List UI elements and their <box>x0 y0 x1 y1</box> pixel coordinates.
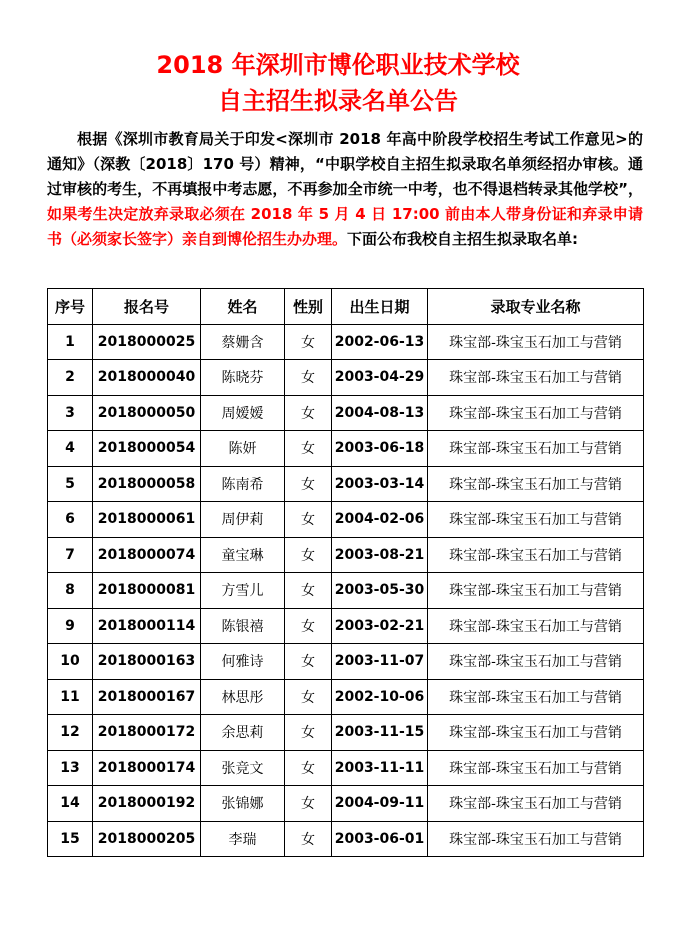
cell-name: 童宝琳 <box>201 537 285 573</box>
document-subtitle: 自主招生拟录名单公告 <box>218 87 458 115</box>
table-header-row <box>48 289 644 325</box>
cell-reg-no: 2018000114 <box>93 608 201 644</box>
cell-sex: 女 <box>285 324 332 360</box>
header-reg-no: 报名号 <box>93 289 201 325</box>
cell-dob: 2003-03-14 <box>332 466 428 502</box>
cell-reg-no: 2018000025 <box>93 324 201 360</box>
cell-name: 蔡姗含 <box>201 324 285 360</box>
cell-seq: 1 <box>48 324 93 360</box>
notice-text: 根据《深圳市教育局关于印发<深圳市 2018 年高中阶段学校招生考试工作意见>的通知》（深教〔2018〕170 号）精神，“中职学校自主招生拟录取名单须经招办审核。通过审核的考生，不再填报中考志愿，不再参加全市统一中考，也不得退档转录其他学校”， <box>47 130 643 198</box>
cell-reg-no: 2018000174 <box>93 750 201 786</box>
cell-seq: 2 <box>48 360 93 396</box>
header-sex: 性别 <box>285 289 332 325</box>
cell-seq: 10 <box>48 644 93 680</box>
cell-name: 陈银禧 <box>201 608 285 644</box>
cell-seq: 8 <box>48 573 93 609</box>
cell-major: 珠宝部-珠宝玉石加工与营销 <box>428 715 644 751</box>
cell-sex: 女 <box>285 502 332 538</box>
cell-name: 周嫒嫒 <box>201 395 285 431</box>
cell-major: 珠宝部-珠宝玉石加工与营销 <box>428 786 644 822</box>
cell-sex: 女 <box>285 395 332 431</box>
table-row <box>48 360 644 396</box>
cell-name: 方雪儿 <box>201 573 285 609</box>
cell-seq: 14 <box>48 786 93 822</box>
cell-reg-no: 2018000040 <box>93 360 201 396</box>
cell-major: 珠宝部-珠宝玉石加工与营销 <box>428 750 644 786</box>
cell-dob: 2004-09-11 <box>332 786 428 822</box>
cell-reg-no: 2018000081 <box>93 573 201 609</box>
cell-seq: 11 <box>48 679 93 715</box>
cell-dob: 2003-06-18 <box>332 431 428 467</box>
cell-dob: 2002-10-06 <box>332 679 428 715</box>
cell-name: 余思莉 <box>201 715 285 751</box>
table-row <box>48 786 644 822</box>
cell-dob: 2003-05-30 <box>332 573 428 609</box>
table-row <box>48 395 644 431</box>
table-row <box>48 679 644 715</box>
cell-major: 珠宝部-珠宝玉石加工与营销 <box>428 324 644 360</box>
table-row <box>48 537 644 573</box>
header-dob: 出生日期 <box>332 289 428 325</box>
cell-seq: 13 <box>48 750 93 786</box>
cell-sex: 女 <box>285 750 332 786</box>
cell-dob: 2003-04-29 <box>332 360 428 396</box>
cell-major: 珠宝部-珠宝玉石加工与营销 <box>428 502 644 538</box>
table-row <box>48 502 644 538</box>
cell-sex: 女 <box>285 644 332 680</box>
cell-seq: 9 <box>48 608 93 644</box>
cell-reg-no: 2018000050 <box>93 395 201 431</box>
table-row <box>48 821 644 857</box>
cell-major: 珠宝部-珠宝玉石加工与营销 <box>428 821 644 857</box>
table-row <box>48 573 644 609</box>
cell-reg-no: 2018000163 <box>93 644 201 680</box>
cell-dob: 2003-08-21 <box>332 537 428 573</box>
cell-name: 林思彤 <box>201 679 285 715</box>
cell-sex: 女 <box>285 537 332 573</box>
cell-dob: 2002-06-13 <box>332 324 428 360</box>
table-row <box>48 644 644 680</box>
cell-seq: 15 <box>48 821 93 857</box>
cell-major: 珠宝部-珠宝玉石加工与营销 <box>428 431 644 467</box>
cell-major: 珠宝部-珠宝玉石加工与营销 <box>428 644 644 680</box>
cell-dob: 2003-11-11 <box>332 750 428 786</box>
cell-reg-no: 2018000058 <box>93 466 201 502</box>
cell-reg-no: 2018000167 <box>93 679 201 715</box>
cell-major: 珠宝部-珠宝玉石加工与营销 <box>428 537 644 573</box>
cell-seq: 5 <box>48 466 93 502</box>
header-seq: 序号 <box>48 289 93 325</box>
cell-seq: 12 <box>48 715 93 751</box>
cell-name: 张锦娜 <box>201 786 285 822</box>
table-row <box>48 750 644 786</box>
cell-sex: 女 <box>285 786 332 822</box>
cell-name: 何雅诗 <box>201 644 285 680</box>
cell-sex: 女 <box>285 573 332 609</box>
table-row <box>48 431 644 467</box>
cell-dob: 2004-08-13 <box>332 395 428 431</box>
cell-name: 李瑞 <box>201 821 285 857</box>
cell-seq: 3 <box>48 395 93 431</box>
cell-reg-no: 2018000205 <box>93 821 201 857</box>
cell-sex: 女 <box>285 431 332 467</box>
cell-name: 陈南希 <box>201 466 285 502</box>
cell-dob: 2003-11-07 <box>332 644 428 680</box>
cell-name: 张竞文 <box>201 750 285 786</box>
cell-major: 珠宝部-珠宝玉石加工与营销 <box>428 573 644 609</box>
cell-major: 珠宝部-珠宝玉石加工与营销 <box>428 679 644 715</box>
admission-list-table <box>47 288 644 857</box>
cell-sex: 女 <box>285 608 332 644</box>
cell-major: 珠宝部-珠宝玉石加工与营销 <box>428 608 644 644</box>
cell-major: 珠宝部-珠宝玉石加工与营销 <box>428 466 644 502</box>
header-major: 录取专业名称 <box>428 289 644 325</box>
cell-name: 陈晓芬 <box>201 360 285 396</box>
cell-major: 珠宝部-珠宝玉石加工与营销 <box>428 360 644 396</box>
table-row <box>48 715 644 751</box>
table-row <box>48 608 644 644</box>
cell-sex: 女 <box>285 360 332 396</box>
cell-reg-no: 2018000172 <box>93 715 201 751</box>
cell-sex: 女 <box>285 679 332 715</box>
cell-name: 陈妍 <box>201 431 285 467</box>
notice-closing-text: 下面公布我校自主招生拟录取名单: <box>347 230 579 248</box>
cell-seq: 7 <box>48 537 93 573</box>
cell-seq: 4 <box>48 431 93 467</box>
notice-warning-text: 如果考生决定放弃录取必须在 2018 年 5 月 4 日 17:00 前由本人带身份证和弃录申请书（必须家长签字）亲自到博伦招生办办理。 <box>47 205 643 248</box>
cell-dob: 2003-06-01 <box>332 821 428 857</box>
cell-dob: 2003-02-21 <box>332 608 428 644</box>
cell-sex: 女 <box>285 466 332 502</box>
cell-reg-no: 2018000074 <box>93 537 201 573</box>
notice-paragraph <box>47 127 643 252</box>
table-row <box>48 324 644 360</box>
document-title: 2018 年深圳市博伦职业技术学校 <box>156 51 520 79</box>
header-name: 姓名 <box>201 289 285 325</box>
cell-major: 珠宝部-珠宝玉石加工与营销 <box>428 395 644 431</box>
cell-seq: 6 <box>48 502 93 538</box>
cell-name: 周伊莉 <box>201 502 285 538</box>
cell-dob: 2004-02-06 <box>332 502 428 538</box>
cell-sex: 女 <box>285 821 332 857</box>
cell-sex: 女 <box>285 715 332 751</box>
table-row <box>48 466 644 502</box>
cell-dob: 2003-11-15 <box>332 715 428 751</box>
cell-reg-no: 2018000054 <box>93 431 201 467</box>
cell-reg-no: 2018000192 <box>93 786 201 822</box>
cell-reg-no: 2018000061 <box>93 502 201 538</box>
